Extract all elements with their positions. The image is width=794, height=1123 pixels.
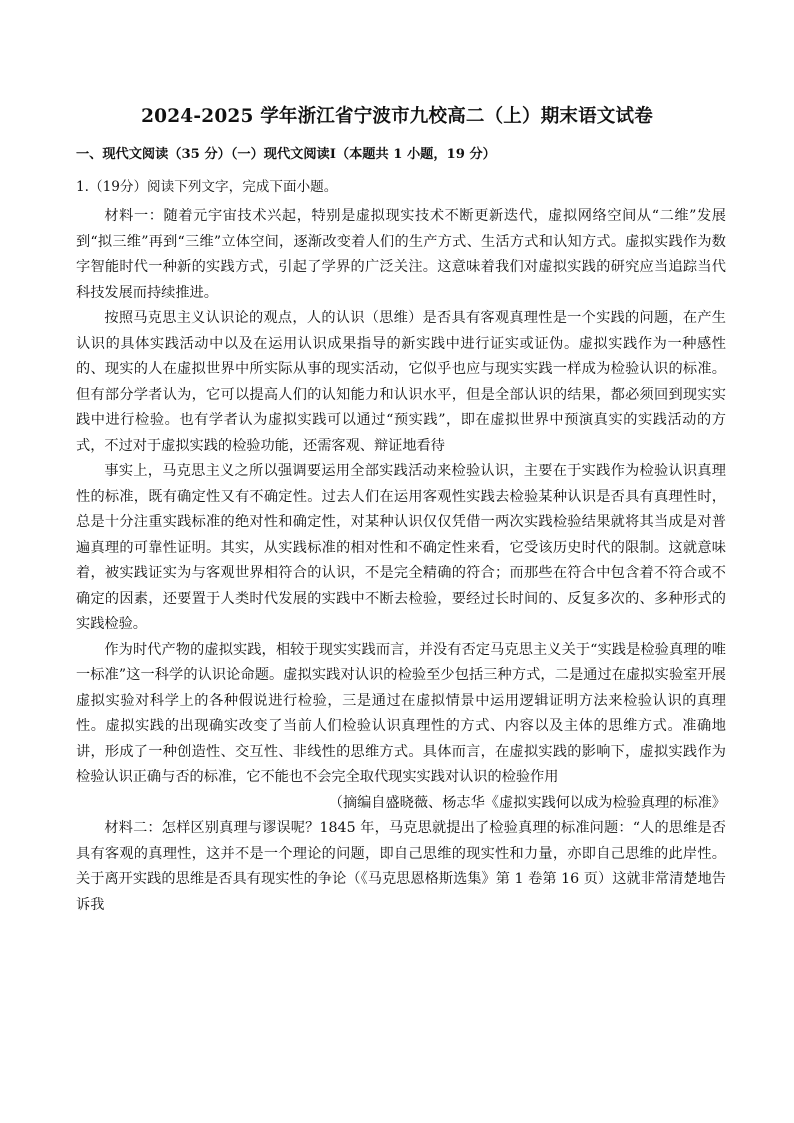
paragraph: 按照马克思主义认识论的观点，人的认识（思维）是否具有客观真理性是一个实践的问题，在产生认识的具体实践活动中以及在运用认识成果指导的新实践中进行证实或证伪。虚拟实践作为一种感性的、现实的人在虚拟世界中所实际从事的现实活动，它似乎也应与现实实践一样成为检验认识的标准。但有部分学者认为，它可以提高人们的认知能力和认识水平，但是全部认识的结果，都必须回到现实实践中进行检验。也有学者认为虚拟实践可以通过“预实践”，即在虚拟世界中预演真实的实践活动的方式，不过对于虚拟实践的检验功能，还需客观、辩证地看待: [76, 310, 726, 454]
question-intro: 1.（19分）阅读下列文字，完成下面小题。: [76, 179, 338, 195]
paragraph: 作为时代产物的虚拟实践，相较于现实实践而言，并没有否定马克思主义关于“实践是检验真理的唯一标准”这一科学的认识论命题。虚拟实践对认识的检验至少包括三种方式，二是通过在虚拟实验室开展虚拟实验对科学上的各种假说进行检验，三是通过在虚拟情景中运用逻辑证明方法来检验认识的真理性。虚拟实践的出现确实改变了当前人们检验认识真理性的方式、内容以及主体的思维方式。准确地讲，形成了一种创造性、交互性、非线性的思维方式。具体而言，在虚拟实践的影响下，虚拟实践作为检验认识正确与否的标准，它不能也不会完全取代现实实践对认识的检验作用: [76, 641, 726, 785]
source-citation: （摘编自盛晓薇、杨志华《虚拟实践何以成为检验真理的标准》: [328, 794, 726, 811]
reading-passage: [76, 204, 726, 918]
paragraph: 事实上，马克思主义之所以强调要运用全部实践活动来检验认识，主要在于实践作为检验认识真理性的标准，既有确定性又有不确定性。过去人们在运用客观性实践去检验某种认识是否具有真理性时，总是十分注重实践标准的绝对性和确定性，对某种认识仅仅凭借一两次实践检验结果就将其当成是对普遍真理的可靠性证明。其实，从实践标准的相对性和不确定性来看，它受该历史时代的限制。这就意味着，被实践证实为与客观世界相符合的认识，不是完全精确的符合；而那些在符合中包含着不符合或不确定的因素，还要置于人类时代发展的实践中不断去检验，要经过长时间的、反复多次的、多种形式的实践检验。: [76, 463, 726, 632]
paragraph: 材料一：随着元宇宙技术兴起，特别是虚拟现实技术不断更新迭代，虚拟网络空间从“二维”发展到“拟三维”再到“三维”立体空间，逐渐改变着人们的生产方式、生活方式和认知方式。虚拟实践作为数字智能时代一种新的实践方式，引起了学界的广泛关注。这意味着我们对虚拟实践的研究应当追踪当代科技发展而持续推进。: [76, 208, 726, 301]
section-heading: 一、现代文阅读（35 分）（一）现代文阅读Ⅰ（本题共 1 小题，19 分）: [76, 147, 496, 162]
exam-title: 2024-2025 学年浙江省宁波市九校高二（上）期末语文试卷: [141, 106, 653, 127]
paragraph: 材料二：怎样区别真理与谬误呢？1845 年，马克思就提出了检验真理的标准问题：“人的思维是否具有客观的真理性，这并不是一个理论的问题，即自己思维的现实性和力量，亦即自己思维的此岸性。关于离开实践的思维是否具有现实性的争论（《马克思恩格斯选集》第 1 卷第 16 页）这就非常清楚地告诉我: [76, 820, 726, 913]
